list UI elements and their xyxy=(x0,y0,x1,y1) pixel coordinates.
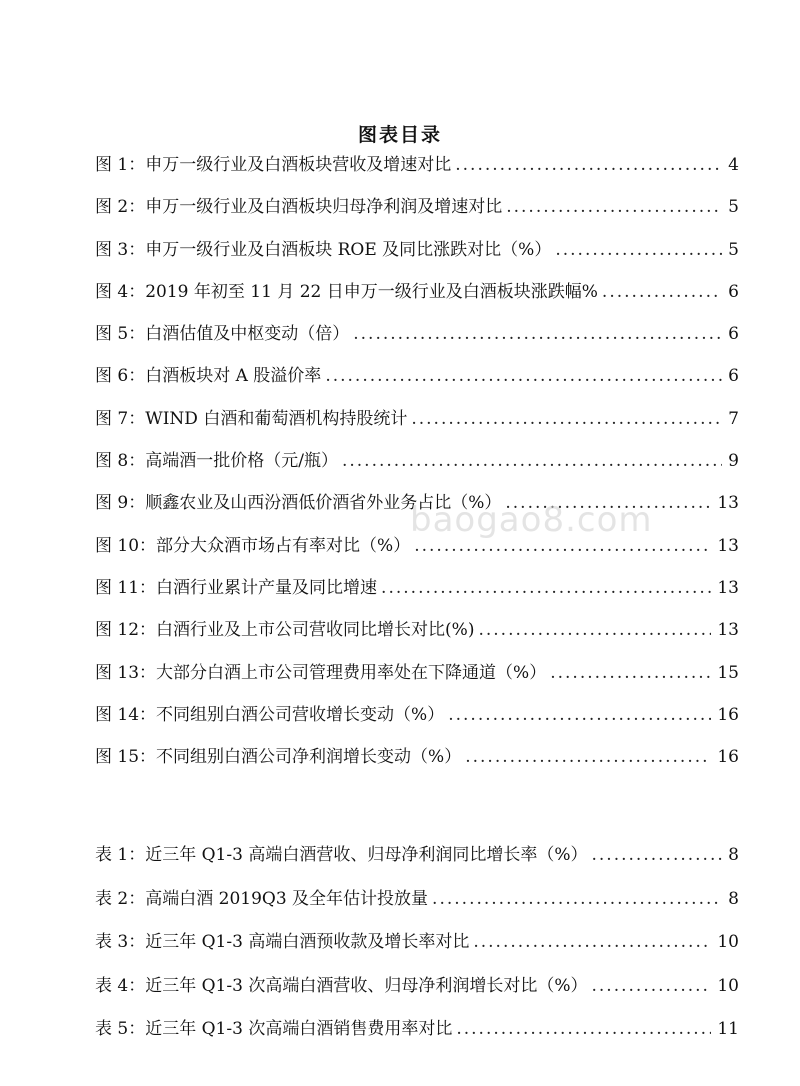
figure-entry-title: 图 12：白酒行业及上市公司营收同比增长对比(%) xyxy=(95,620,475,641)
table-entry-title: 表 3：近三年 Q1-3 高端白酒预收款及增长率对比 xyxy=(95,932,470,952)
dot-leader xyxy=(465,746,711,768)
figure-entry-title: 图 10：部分大众酒市场占有率对比（%） xyxy=(95,535,411,556)
figure-entry[interactable] xyxy=(95,365,739,407)
page-title: 图表目录 xyxy=(357,124,442,146)
figure-entry[interactable] xyxy=(95,323,739,365)
table-entry-title: 表 2：高端白酒 2019Q3 及全年估计投放量 xyxy=(95,888,429,909)
figure-entry-page-number: 13 xyxy=(717,535,739,556)
figure-entry[interactable] xyxy=(95,154,739,196)
figure-entry-page-number: 6 xyxy=(728,281,739,302)
dot-leader xyxy=(506,196,722,218)
figure-entry-title: 图 5：白酒估值及中枢变动（倍） xyxy=(95,324,350,345)
dot-leader xyxy=(353,323,722,345)
figure-entry-page-number: 7 xyxy=(728,408,739,429)
figure-entry-title: 图 4：2019 年初至 11 月 22 日申万一级行业及白酒板块涨跌幅% xyxy=(95,281,598,302)
table-entry-page-number: 11 xyxy=(717,1019,739,1039)
figure-entry-page-number: 6 xyxy=(728,324,739,345)
figure-list xyxy=(95,154,739,788)
figure-entry[interactable] xyxy=(95,535,739,577)
dot-leader xyxy=(455,154,722,176)
table-entry[interactable] xyxy=(95,1018,739,1062)
table-entry-page-number: 10 xyxy=(717,932,739,952)
figure-entry-page-number: 13 xyxy=(717,577,739,598)
figure-entry-title: 图 6：白酒板块对 A 股溢价率 xyxy=(95,366,322,387)
figure-entry[interactable] xyxy=(95,662,739,704)
figure-entry-title: 图 9：顺鑫农业及山西汾酒低价酒省外业务占比（%） xyxy=(95,493,502,514)
figure-entry[interactable] xyxy=(95,239,739,281)
figure-entry-page-number: 4 xyxy=(728,155,739,175)
dot-leader xyxy=(411,408,722,430)
figure-entry[interactable] xyxy=(95,619,739,661)
table-entry[interactable] xyxy=(95,975,739,1019)
dot-leader xyxy=(381,577,711,599)
figure-entry-title: 图 13：大部分白酒上市公司管理费用率处在下降通道（%） xyxy=(95,662,547,683)
figure-entry-title: 图 15：不同组别白酒公司净利润增长变动（%） xyxy=(95,747,462,768)
figure-entry-page-number: 15 xyxy=(717,662,739,683)
dot-leader xyxy=(432,888,722,910)
table-entry-title: 表 1：近三年 Q1-3 高端白酒营收、归母净利润同比增长率（%） xyxy=(95,845,588,865)
dot-leader xyxy=(602,281,722,303)
figure-entry[interactable] xyxy=(95,408,739,450)
figure-entry-page-number: 9 xyxy=(728,451,739,472)
figure-entry-page-number: 13 xyxy=(717,620,739,641)
figure-entry-page-number: 6 xyxy=(728,366,739,387)
dot-leader xyxy=(592,975,712,997)
figure-entry[interactable] xyxy=(95,746,739,788)
figure-entry-title: 图 14：不同组别白酒公司营收增长变动（%） xyxy=(95,704,445,725)
figure-entry-page-number: 16 xyxy=(717,747,739,768)
dot-leader xyxy=(473,931,711,953)
figure-entry-title: 图 11：白酒行业累计产量及同比增速 xyxy=(95,577,378,598)
dot-leader xyxy=(592,844,723,866)
figure-entry-title: 图 7：WIND 白酒和葡萄酒机构持股统计 xyxy=(95,408,408,429)
table-entry[interactable] xyxy=(95,844,739,888)
table-entry-title: 表 4：近三年 Q1-3 次高端白酒营收、归母净利润增长对比（%） xyxy=(95,975,588,996)
figure-entry-title: 图 1：申万一级行业及白酒板块营收及增速对比 xyxy=(95,155,452,175)
watermark: baogao8.com xyxy=(410,500,653,540)
figure-entry-page-number: 13 xyxy=(717,493,739,514)
figure-entry-page-number: 5 xyxy=(728,239,739,260)
figure-entry[interactable] xyxy=(95,281,739,323)
table-list xyxy=(95,844,739,1062)
dot-leader xyxy=(342,450,722,472)
dot-leader xyxy=(550,662,711,684)
figure-entry-page-number: 5 xyxy=(728,197,739,218)
figure-entry[interactable] xyxy=(95,196,739,238)
figure-entry[interactable] xyxy=(95,704,739,746)
figure-entry-title: 图 3：申万一级行业及白酒板块 ROE 及同比涨跌对比（%） xyxy=(95,239,552,260)
figure-entry[interactable] xyxy=(95,450,739,492)
table-entry-page-number: 8 xyxy=(728,845,739,865)
dot-leader xyxy=(478,619,711,641)
dot-leader xyxy=(325,365,722,387)
table-entry-title: 表 5：近三年 Q1-3 次高端白酒销售费用率对比 xyxy=(95,1019,453,1039)
dot-leader xyxy=(456,1018,711,1040)
dot-leader xyxy=(448,704,711,726)
figure-entry-page-number: 16 xyxy=(717,704,739,725)
table-entry[interactable] xyxy=(95,931,739,975)
figure-entry[interactable] xyxy=(95,577,739,619)
dot-leader xyxy=(555,239,722,261)
table-entry[interactable] xyxy=(95,888,739,932)
table-entry-page-number: 8 xyxy=(728,888,739,909)
figure-entry-title: 图 8：高端酒一批价格（元/瓶） xyxy=(95,451,338,472)
figure-entry-title: 图 2：申万一级行业及白酒板块归母净利润及增速对比 xyxy=(95,197,503,218)
table-entry-page-number: 10 xyxy=(717,975,739,996)
